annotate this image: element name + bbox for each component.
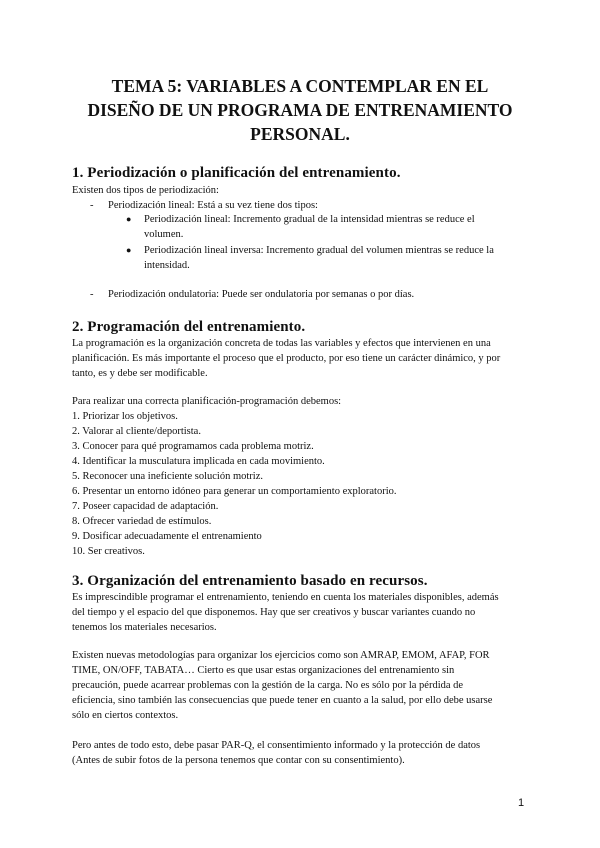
- text-line: tenemos los materiales necesarios.: [72, 622, 217, 633]
- text-line: Es imprescindible programar el entrenamiento, teniendo en cuenta los materiales disponibles, además: [72, 592, 499, 603]
- text-line: del tiempo y el espacio del que disponemos. Hay que ser creativos y buscar variantes cuando no: [72, 607, 476, 618]
- list-item-text: Periodización ondulatoria: Puede ser ondulatoria por semanas o por días.: [108, 289, 415, 300]
- list-item: 10. Ser creativos.: [72, 546, 145, 557]
- section-2-paragraph: [72, 336, 532, 381]
- section-3-paragraph-2: [72, 648, 532, 723]
- text-line: tanto, es y debe ser modificable.: [72, 368, 208, 379]
- section-3-paragraph-1: [72, 590, 532, 635]
- title-line: TEMA 5: VARIABLES A CONTEMPLAR EN EL: [111, 76, 489, 96]
- document-title: [60, 74, 540, 146]
- list-item: 4. Identificar la musculatura implicada en cada movimiento.: [72, 456, 325, 467]
- title-line: PERSONAL.: [250, 124, 350, 144]
- text-line: sólo en ciertos contextos.: [72, 710, 179, 721]
- list-item-text: Periodización lineal inversa: Incremento gradual del volumen mientras se reduce la: [144, 245, 494, 256]
- list-item: 8. Ofrecer variedad de estímulos.: [72, 516, 212, 527]
- list-item-text: volumen.: [144, 229, 184, 240]
- page-number: 1: [518, 797, 525, 809]
- text-line: La programación es la organización concreta de todas las variables y efectos que intervienen en una: [72, 338, 491, 349]
- text-line: planificación. Es más importante el proceso que el producto, por eso tiene un carácter dinámico, y por: [72, 353, 501, 364]
- dash-marker: -: [90, 200, 94, 211]
- section-1-heading: 1. Periodización o planificación del entrenamiento.: [72, 165, 401, 181]
- section-1-intro: Existen dos tipos de periodización:: [72, 185, 219, 196]
- list-item: 1. Priorizar los objetivos.: [72, 411, 178, 422]
- list-item: 9. Dosificar adecuadamente el entrenamiento: [72, 531, 262, 542]
- title-line: DISEÑO DE UN PROGRAMA DE ENTRENAMIENTO: [87, 100, 513, 120]
- section-2-list-intro: Para realizar una correcta planificación-programación debemos:: [72, 396, 342, 407]
- list-item: 5. Reconocer una ineficiente solución motriz.: [72, 471, 263, 482]
- text-line: precaución, puede acarrear problemas con la gestión de la carga. No es sólo por la pérdida de: [72, 680, 464, 691]
- text-line: eficiencia, sino también las consecuencias que puede tener en cuanto a la salud, por ello debe usarse: [72, 695, 493, 706]
- section-2-heading: 2. Programación del entrenamiento.: [72, 319, 306, 335]
- steps-list: [72, 409, 397, 559]
- section-3-paragraph-3: [72, 738, 532, 768]
- text-line: TIME, ON/OFF, TABATA… Cierto es que usar estas organizaciones del entrenamiento sin: [72, 665, 455, 676]
- text-line: Pero antes de todo esto, debe pasar PAR-Q, el consentimiento informado y la protección de datos: [72, 740, 481, 751]
- list-item: 6. Presentar un entorno idóneo para generar un comportamiento exploratorio.: [72, 486, 397, 497]
- section-3-heading: 3. Organización del entrenamiento basado en recursos.: [72, 573, 428, 589]
- list-item-text: Periodización lineal: Incremento gradual de la intensidad mientras se reduce el: [144, 214, 475, 225]
- bullet-icon: ●: [126, 245, 132, 255]
- list-item: 3. Conocer para qué programamos cada problema motriz.: [72, 441, 314, 452]
- text-line: (Antes de subir fotos de la persona tenemos que contar con su consentimiento).: [72, 755, 405, 766]
- list-item-text: Periodización lineal: Está a su vez tiene dos tipos:: [108, 200, 318, 211]
- list-item-text: intensidad.: [144, 260, 190, 271]
- text-line: Existen nuevas metodologías para organizar los ejercicios como son AMRAP, EMOM, AFAP, FOR: [72, 650, 490, 661]
- bullet-icon: ●: [126, 214, 132, 224]
- list-item: 2. Valorar al cliente/deportista.: [72, 426, 201, 437]
- dash-marker: -: [90, 289, 94, 300]
- list-item: 7. Poseer capacidad de adaptación.: [72, 501, 219, 512]
